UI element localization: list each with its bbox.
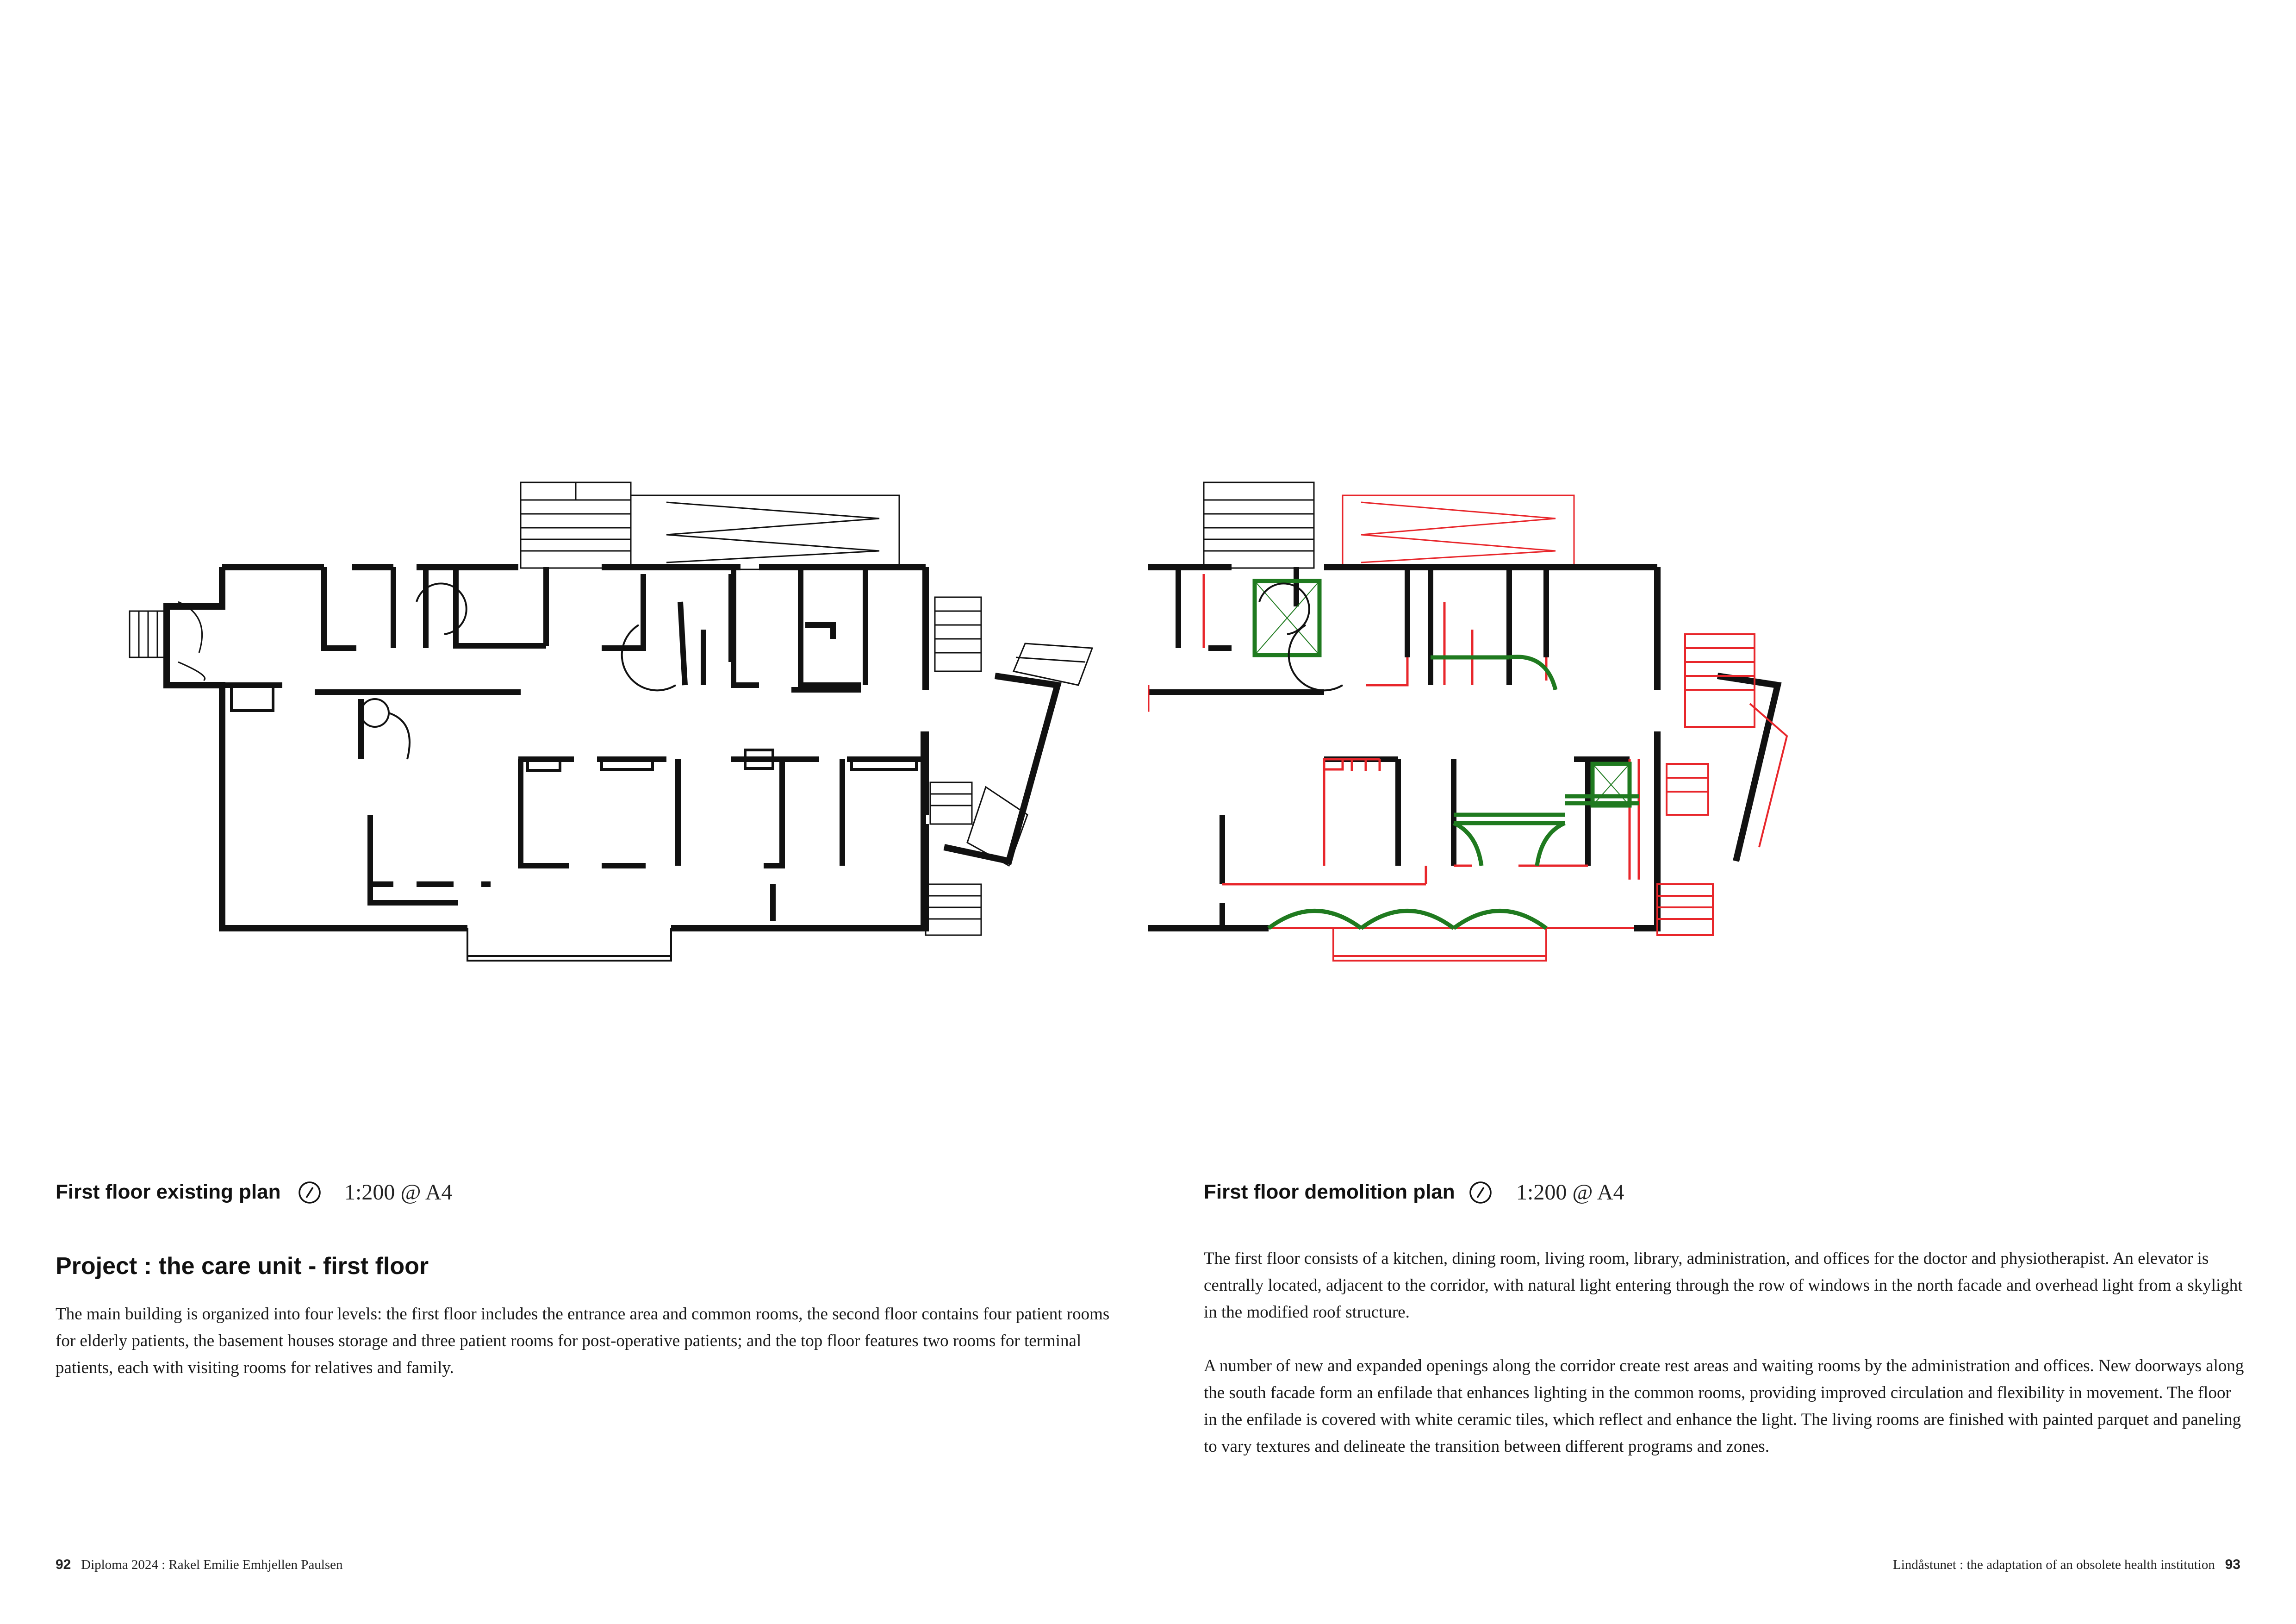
north-arrow-icon [1468, 1181, 1493, 1205]
right-page [1148, 0, 2296, 1624]
section-heading: Project : the care unit - first floor [56, 1253, 429, 1280]
plan-scale: 1:200 @ A4 [344, 1180, 453, 1205]
page-number: 92 [56, 1557, 71, 1572]
plan-scale: 1:200 @ A4 [1516, 1180, 1624, 1205]
plan-title: First floor demolition plan [1204, 1181, 1455, 1203]
footer-text: Diploma 2024 : Rakel Emilie Emhjellen Paulsen [81, 1557, 343, 1572]
footer-text: Lindåstunet : the adaptation of an obsolete health institution [1893, 1557, 2215, 1572]
page-number: 93 [2225, 1557, 2240, 1572]
body-text [1204, 1245, 2245, 1460]
body-paragraph: The main building is organized into four levels: the first floor includes the entrance area and common rooms, the second floor contains four patient rooms for elderly patients, the basement houses storage and three patient rooms for post-operative patients; and the top floor features two rooms for terminal patients, each with visiting rooms for relatives and family. [56, 1305, 1110, 1377]
demolition-floor-plan [1148, 463, 2296, 981]
page-footer [56, 1557, 343, 1573]
page-footer [1893, 1557, 2240, 1573]
existing-floor-plan [0, 463, 1148, 981]
body-paragraph-1: The first floor consists of a kitchen, dining room, living room, library, administration, and offices for the doctor and physiotherapist. An elevator is centrally located, adjacent to the corridor, with natural light entering through the row of windows in the north facade and overhead light from a skylight in the modified roof structure. [1204, 1249, 2243, 1322]
north-arrow-icon [298, 1181, 322, 1205]
plan-title: First floor existing plan [56, 1181, 281, 1203]
body-paragraph-2: A number of new and expanded openings along the corridor create rest areas and waiting rooms by the administration and offices. New doorways along the south facade form an enfilade that enhances lighting in the common rooms, providing improved circulation and flexibility in movement. The floor in the enfilade is covered with white ceramic tiles, which reflect and enhance the light. The living rooms are finished with painted parquet and paneling to vary textures and delineate the transition between different programs and zones. [1204, 1356, 2244, 1456]
